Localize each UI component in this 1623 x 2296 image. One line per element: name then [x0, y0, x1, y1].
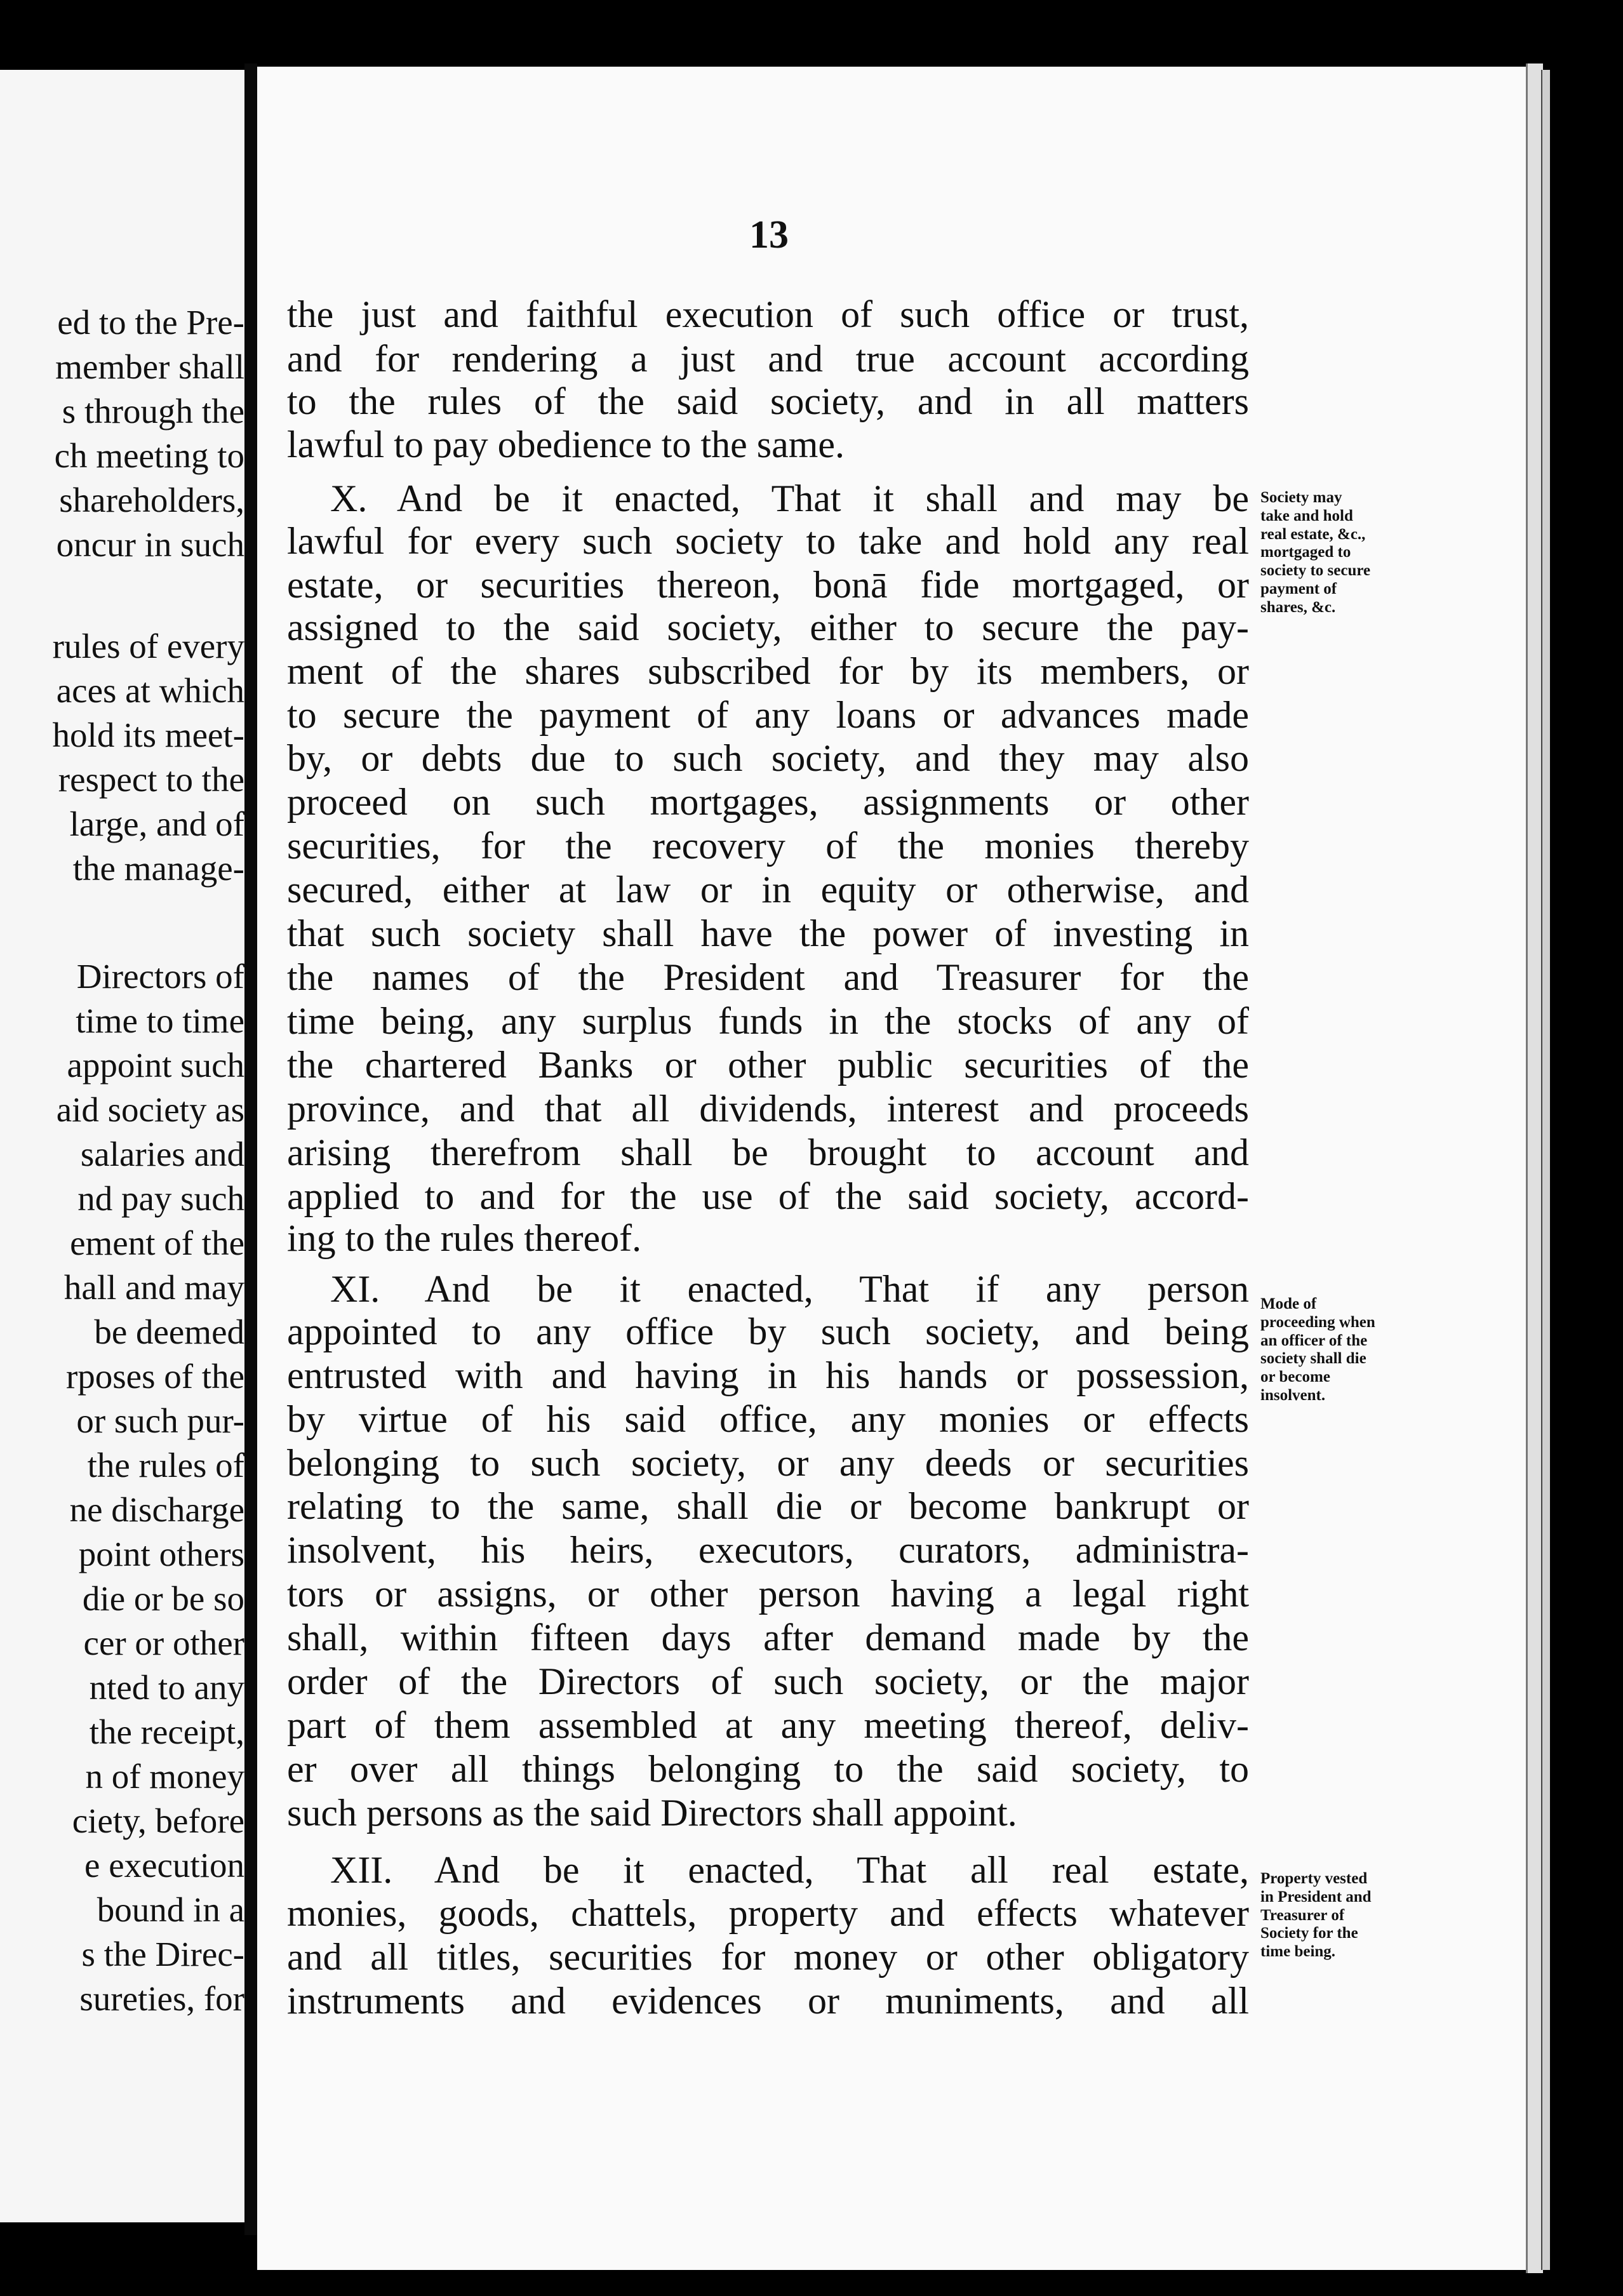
left-page-line: aid society as	[56, 1090, 244, 1129]
left-page-line: aces at which	[56, 671, 244, 710]
body-line: shall, within fifteen days after demand made by the	[287, 1617, 1249, 1659]
left-page-line: ed to the Pre-	[57, 303, 244, 342]
left-page-line: s through the	[62, 392, 244, 431]
left-page-line: sureties, for	[79, 1979, 244, 2018]
left-page-line: nd pay such	[77, 1179, 244, 1218]
page-edge	[1541, 70, 1550, 2270]
body-line: entrusted with and having in his hands or possession,	[287, 1354, 1249, 1396]
body-line: order of the Directors of such society, or the major	[287, 1660, 1249, 1702]
left-page-line: respect to the	[58, 760, 244, 799]
left-page-line: point others	[78, 1535, 244, 1573]
left-page-line: cer or other	[83, 1624, 244, 1662]
body-line: that such society shall have the power of investing in	[287, 912, 1249, 954]
body-line: ing to the rules thereof.	[287, 1217, 642, 1259]
body-line: and for rendering a just and true account according	[287, 338, 1249, 380]
left-page-line: the receipt,	[89, 1712, 244, 1751]
book-gutter	[244, 63, 257, 2235]
body-line: lawful to pay obedience to the same.	[287, 424, 845, 465]
section-x-heading: X. And be it enacted, That it shall and may be	[330, 477, 1249, 519]
body-line: ment of the shares subscribed for by its members, or	[287, 650, 1249, 692]
body-line: and all titles, securities for money or other obligatory	[287, 1936, 1249, 1978]
left-page-line: e execution	[84, 1846, 244, 1885]
left-page-line: ne discharge	[69, 1490, 244, 1529]
body-line: to secure the payment of any loans or advances made	[287, 694, 1249, 736]
body-line: such persons as the said Directors shall appoint.	[287, 1792, 1017, 1834]
page-number: 13	[749, 213, 789, 257]
left-page-line: large, and of	[69, 804, 244, 843]
body-line: province, and that all dividends, interest and proceeds	[287, 1088, 1249, 1130]
left-page-line: ch meeting to	[54, 436, 244, 475]
margin-note-section-xi: Mode of proceeding when an officer of the society shall die or become insolvent.	[1260, 1295, 1375, 1404]
body-line: the just and faithful execution of such office or trust,	[287, 293, 1249, 335]
body-line: by virtue of his said office, any monies or effects	[287, 1398, 1249, 1440]
left-page-line: be deemed	[94, 1312, 244, 1351]
left-page-line: Directors of	[76, 957, 244, 996]
body-line: by, or debts due to such society, and they may also	[287, 737, 1249, 779]
left-page-line: rposes of the	[65, 1357, 244, 1396]
body-line: securities, for the recovery of the monies thereby	[287, 825, 1249, 867]
left-page-line: or such pur-	[76, 1401, 244, 1440]
section-xii-heading: XII. And be it enacted, That all real estate,	[330, 1849, 1249, 1891]
left-page-line: hold its meet-	[52, 716, 244, 754]
left-page-line: time to time	[76, 1001, 244, 1040]
section-xi-heading: XI. And be it enacted, That if any person	[330, 1268, 1249, 1310]
left-page-line: rules of every	[52, 627, 244, 665]
margin-note-section-x: Society may take and hold real estate, &c., mortgaged to society to secure payment of shares, &c.	[1260, 489, 1371, 616]
left-page-line: salaries and	[80, 1135, 244, 1173]
body-line: assigned to the said society, either to secure the pay-	[287, 606, 1249, 648]
left-page-line: ement of the	[70, 1224, 244, 1262]
body-line: instruments and evidences or muniments, and all	[287, 1980, 1249, 2022]
left-page-line: the manage-	[72, 849, 244, 888]
left-page-line: die or be so	[82, 1579, 244, 1618]
body-line: insolvent, his heirs, executors, curators, administra-	[287, 1529, 1249, 1571]
left-page-line: hall and may	[63, 1268, 244, 1307]
body-line: arising therefrom shall be brought to account and	[287, 1131, 1249, 1173]
body-line: secured, either at law or in equity or otherwise, and	[287, 869, 1249, 911]
left-page-line: shareholders,	[59, 481, 244, 519]
left-page	[0, 70, 244, 2222]
body-line: estate, or securities thereon, bonā fide mortgaged, or	[287, 564, 1249, 606]
left-page-line: member shall	[55, 347, 244, 386]
body-line: the chartered Banks or other public securities of the	[287, 1044, 1249, 1086]
body-line: lawful for every such society to take and hold any real	[287, 520, 1249, 562]
body-line: monies, goods, chattels, property and effects whatever	[287, 1892, 1249, 1934]
body-line: proceed on such mortgages, assignments or other	[287, 781, 1249, 823]
body-line: part of them assembled at any meeting thereof, deliv-	[287, 1704, 1249, 1746]
page-edge	[1526, 63, 1543, 2273]
left-page-line: oncur in such	[56, 525, 244, 564]
body-line: belonging to such society, or any deeds or securities	[287, 1442, 1249, 1484]
body-line: er over all things belonging to the said society, to	[287, 1748, 1249, 1790]
body-line: tors or assigns, or other person having a legal right	[287, 1573, 1249, 1615]
left-page-line: ciety, before	[72, 1801, 244, 1840]
body-line: to the rules of the said society, and in all matters	[287, 380, 1249, 422]
left-page-line: s the Direc-	[81, 1935, 244, 1973]
left-page-line: nted to any	[89, 1668, 244, 1707]
body-line: the names of the President and Treasurer for the	[287, 956, 1249, 998]
body-line: applied to and for the use of the said society, accord-	[287, 1175, 1249, 1217]
left-page-line: n of money	[85, 1757, 244, 1796]
body-line: relating to the same, shall die or become bankrupt or	[287, 1485, 1249, 1527]
left-page-line: the rules of	[87, 1446, 244, 1485]
margin-note-section-xii: Property vested in President and Treasurer of Society for the time being.	[1260, 1870, 1372, 1960]
body-line: appointed to any office by such society, and being	[287, 1311, 1249, 1352]
left-page-line: bound in a	[97, 1890, 244, 1929]
left-page-line: appoint such	[67, 1046, 244, 1085]
body-line: time being, any surplus funds in the stocks of any of	[287, 1000, 1249, 1042]
